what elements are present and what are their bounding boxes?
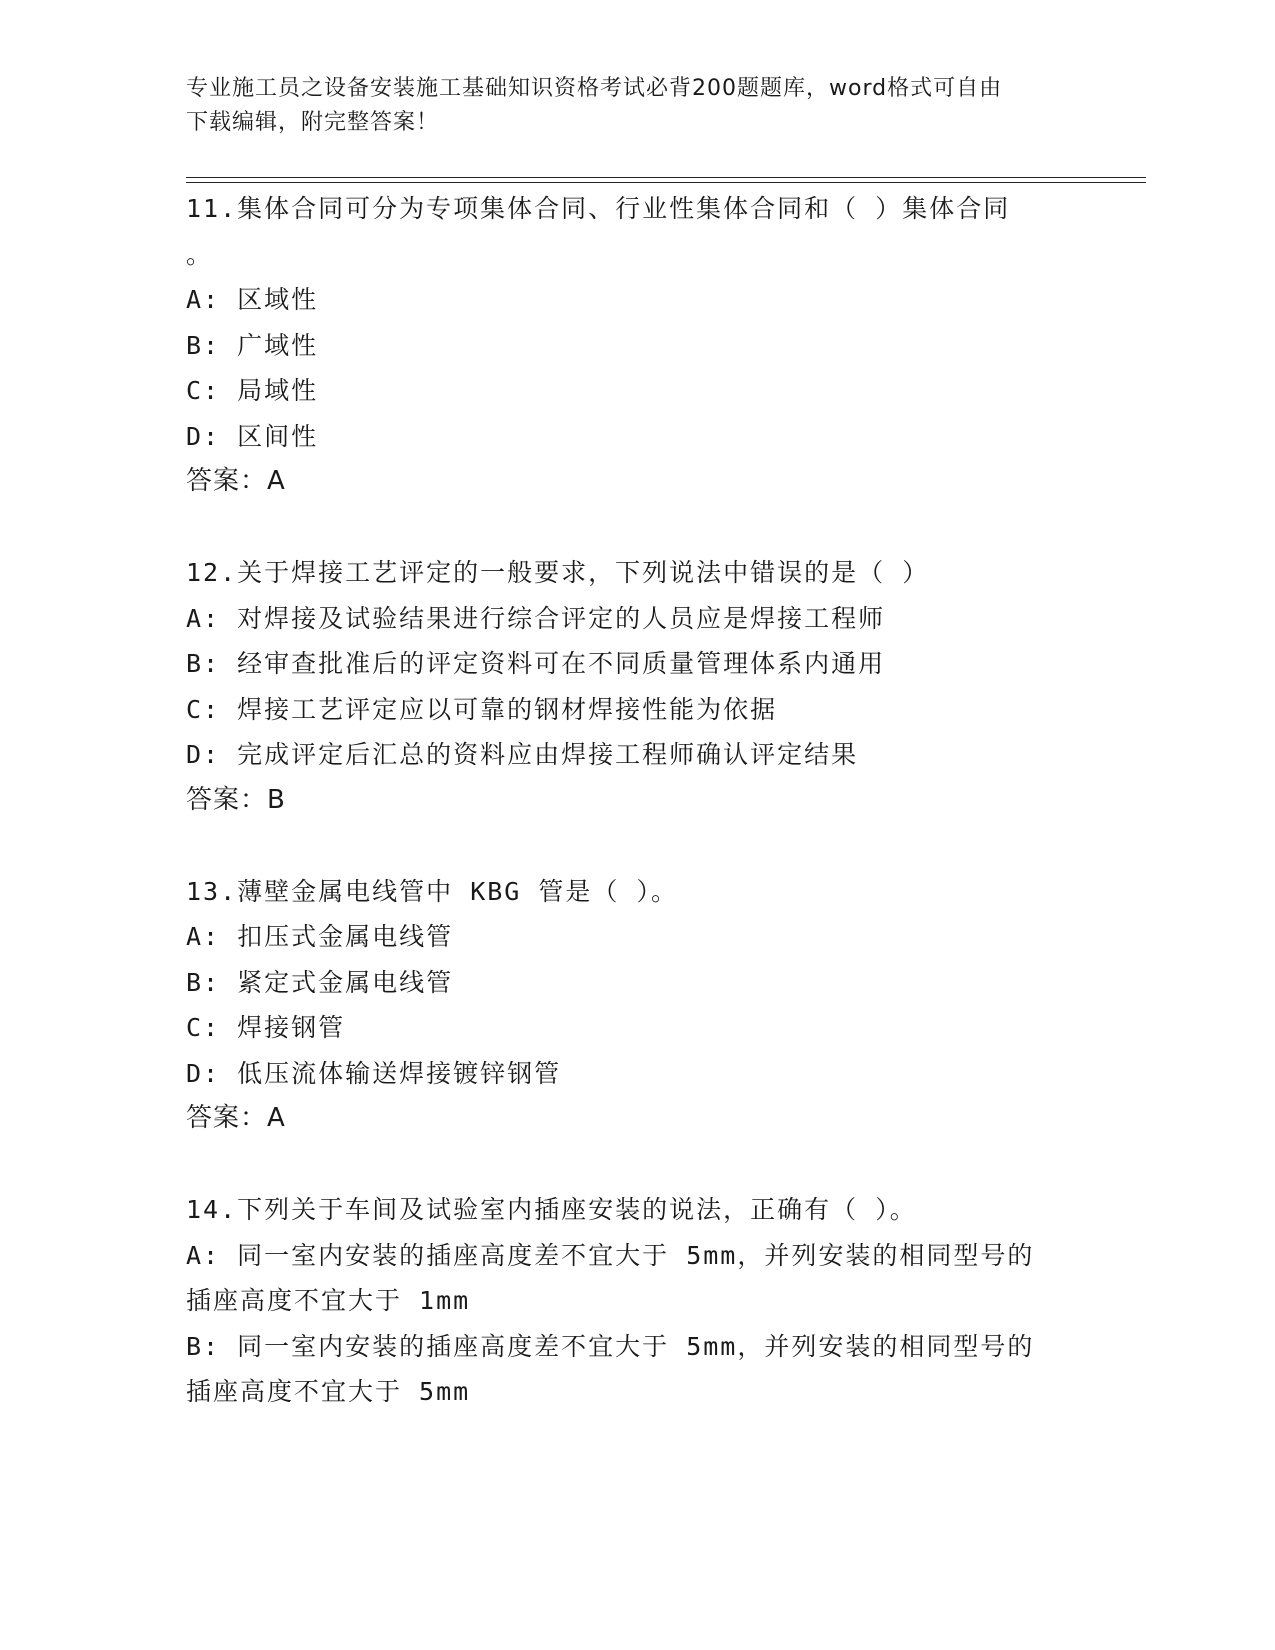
question-stem: 14.下列关于车间及试验室内插座安装的说法，正确有（ ）。 xyxy=(186,1195,917,1224)
question-13 xyxy=(186,869,1086,1142)
header-line-1: 专业施工员之设备安装施工基础知识资格考试必背200题题库，word格式可自由 xyxy=(186,76,1003,101)
option-b xyxy=(186,1324,1086,1415)
question-stem: 13.薄壁金属电线管中 KBG 管是（ ）。 xyxy=(186,876,678,906)
spacer xyxy=(186,1142,1086,1188)
question-stem-continued: 。 xyxy=(186,239,214,269)
option-c: C: 焊接工艺评定应以可靠的钢材焊接性能为依据 xyxy=(186,694,778,724)
spacer xyxy=(186,823,1086,869)
question-12 xyxy=(186,550,1086,823)
question-stem: 12.关于焊接工艺评定的一般要求，下列说法中错误的是（ ） xyxy=(186,558,930,587)
question-11 xyxy=(186,186,1086,505)
option-d: D: 低压流体输送焊接镀锌钢管 xyxy=(186,1058,562,1088)
option-a xyxy=(186,1233,1086,1324)
option-c: C: 局域性 xyxy=(186,376,319,405)
option-b-line-2: 插座高度不宜大于 5mm xyxy=(186,1377,471,1406)
answer-line: 答案：A xyxy=(186,466,286,496)
option-a: A: 区域性 xyxy=(186,285,319,314)
option-c: C: 焊接钢管 xyxy=(186,1013,346,1042)
answer-line: 答案：A xyxy=(186,1103,286,1133)
document-header xyxy=(186,72,1066,140)
option-b: B: 经审查批准后的评定资料可在不同质量管理体系内通用 xyxy=(186,649,886,678)
header-divider-bottom xyxy=(186,182,1146,183)
question-14 xyxy=(186,1187,1086,1415)
option-d: D: 区间性 xyxy=(186,421,319,451)
option-d: D: 完成评定后汇总的资料应由焊接工程师确认评定结果 xyxy=(186,740,859,769)
spacer xyxy=(186,505,1086,551)
question-stem: 11.集体合同可分为专项集体合同、行业性集体合同和（ ）集体合同 xyxy=(186,194,1011,223)
option-b: B: 紧定式金属电线管 xyxy=(186,967,454,997)
option-b: B: 广域性 xyxy=(186,330,319,360)
option-a: A: 扣压式金属电线管 xyxy=(186,922,454,951)
option-a-line-1: A: 同一室内安装的插座高度差不宜大于 5mm，并列安装的相同型号的 xyxy=(186,1240,1035,1270)
option-a-line-2: 插座高度不宜大于 1mm xyxy=(186,1286,471,1315)
header-line-2: 下载编辑，附完整答案！ xyxy=(186,110,440,135)
header-divider-top xyxy=(186,177,1146,178)
question-list xyxy=(186,186,1086,1415)
option-b-line-1: B: 同一室内安装的插座高度差不宜大于 5mm，并列安装的相同型号的 xyxy=(186,1331,1035,1361)
option-a: A: 对焊接及试验结果进行综合评定的人员应是焊接工程师 xyxy=(186,603,886,633)
answer-line: 答案：B xyxy=(186,784,286,815)
